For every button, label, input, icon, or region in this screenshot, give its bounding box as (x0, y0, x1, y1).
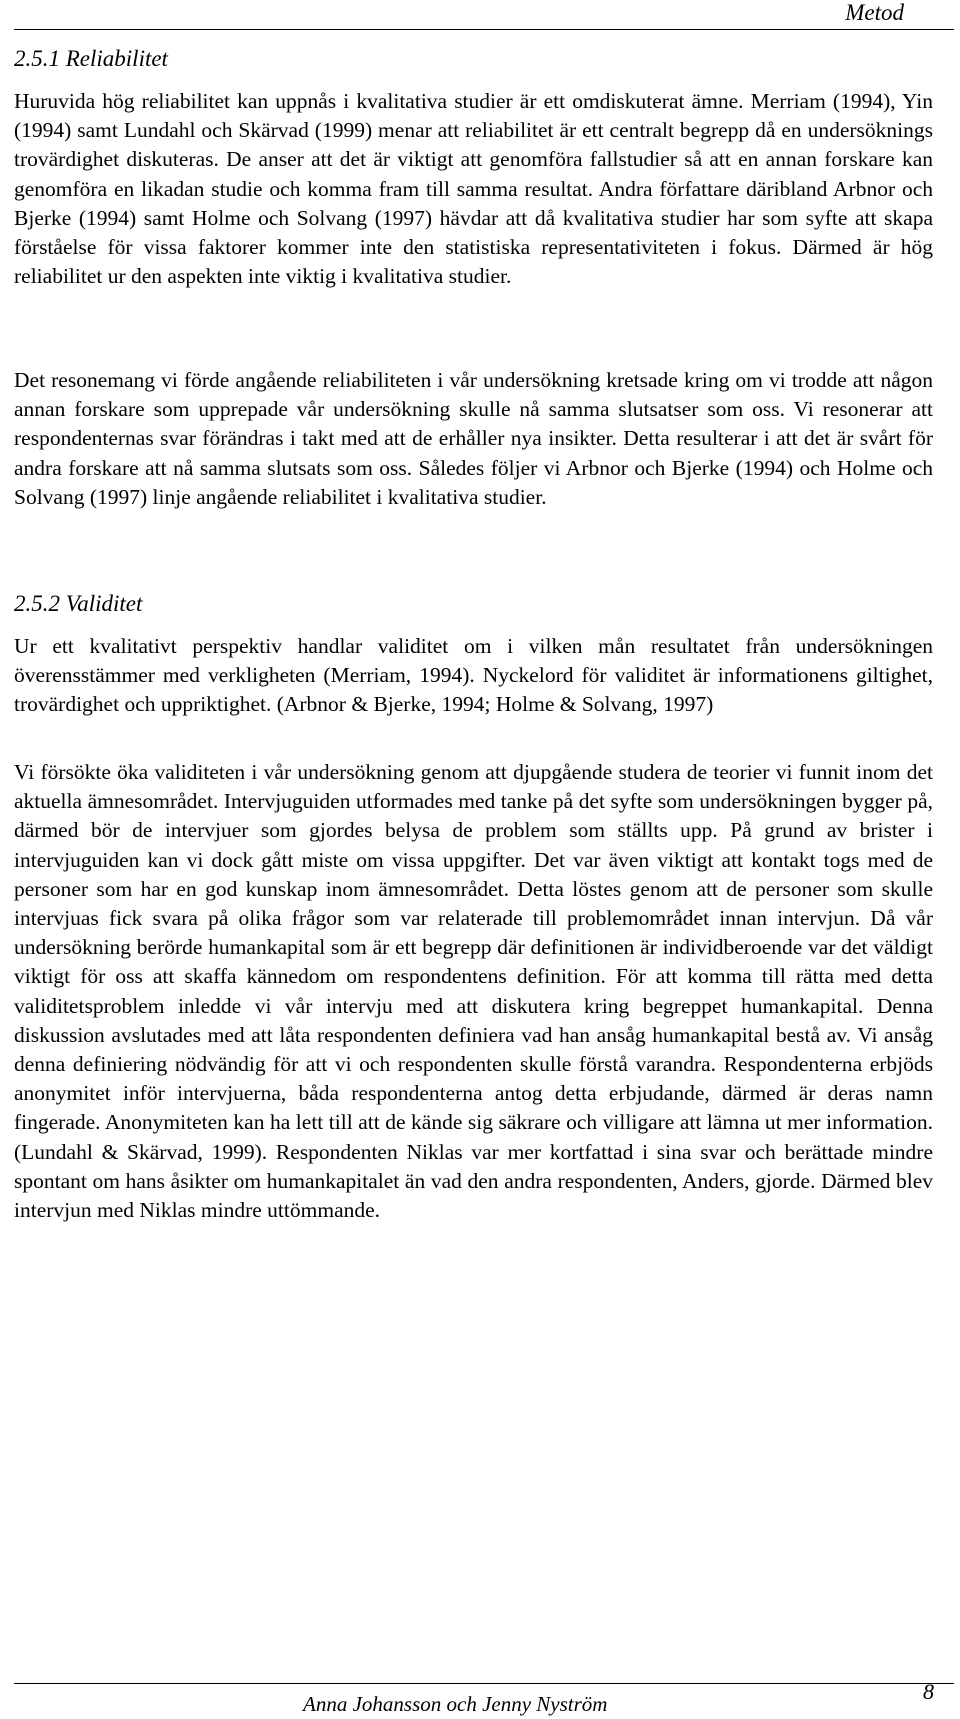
paragraph-reliabilitet-2: Det resonemang vi förde angående reliabiliteten i vår undersökning kretsade kring om vi trodde att någon annan forskare som upprepade vår undersökning skulle nå samma slutsatser som oss. Vi resonerar att respondenternas svar förändras i takt med att de erhåller nya insikter. Detta resulterar i att det är svårt för andra forskare att nå samma slutsats som oss. Således följer vi Arbnor och Bjerke (1994) och Holme och Solvang (1997) linje angående reliabilitet i kvalitativa studier. (14, 368, 933, 509)
footer-authors: Anna Johansson och Jenny Nyström (303, 1692, 608, 1716)
page-number: 8 (923, 1679, 934, 1704)
section-heading-validitet: 2.5.2 Validitet (14, 591, 143, 616)
section-heading-reliabilitet: 2.5.1 Reliabilitet (14, 46, 168, 71)
paragraph-validitet-2: Vi försökte öka validiteten i vår undersökning genom att djupgående studera de teorier vi funnit inom det aktuella ämnesområdet. Intervjuguiden utformades med tanke på det syfte som undersökningen bygger på, därmed bör de intervjuer som gjordes belysa de problem som ställts upp. På grund av brister i intervjuguiden kan vi dock gått miste om vissa uppgifter. Det var även viktigt att kontakt togs med de personer som har en god kunskap inom ämnesområdet. Detta löstes genom att de personer som skulle intervjuas fick svara på olika frågor som var relaterade till problemområdet innan intervjun. Då vår undersökning berörde humankapital som är ett begrepp där definitionen är individberoende var det väldigt viktigt för oss att skaffa kännedom om respondentens definition. För att komma till rätta med detta validitetsproblem inledde vi vår intervju med att diskutera kring begreppet humankapital. Denna diskussion avslutades med att låta respondenten definiera vad han ansåg humankapital bestå av. Vi ansåg denna definiering nödvändig för att vi och respondenten skulle förstå varandra. Respondenterna erbjöds anonymitet inför intervjuerna, båda respondenterna antog detta erbjudande, därmed är deras namn fingerade. Anonymiteten kan ha lett till att de kände sig säkrare och villigare att lämna ut mer information. (Lundahl & Skärvad, 1999). Respondenten Niklas var mer kortfattad i sina svar och berättade mindre spontant om hans åsikter om humankapitalet än vad den andra respondenten, Anders, gjorde. Därmed blev intervjun med Niklas mindre uttömmande. (14, 760, 933, 1223)
footer-rule (14, 1683, 954, 1684)
header-rule (14, 29, 954, 30)
paragraph-validitet-1: Ur ett kvalitativt perspektiv handlar validitet om i vilken mån resultatet från undersökningen överensstämmer med verkligheten (Merriam, 1994). Nyckelord för validitet är informationens giltighet, trovärdighet och uppriktighet. (Arbnor & Bjerke, 1994; Holme & Solvang, 1997) (14, 634, 933, 717)
running-header-section: Metod (845, 0, 904, 25)
paragraph-reliabilitet-1: Huruvida hög reliabilitet kan uppnås i kvalitativa studier är ett omdiskuterat ämne. Merriam (1994), Yin (1994) samt Lundahl och Skärvad (1999) menar att reliabilitet är ett centralt begrepp då en undersöknings trovärdighet diskuteras. De anser att det är viktigt att genomföra fallstudier så att en annan forskare kan genomföra en likadan studie och komma fram till samma resultat. Andra författare däribland Arbnor och Bjerke (1994) samt Holme och Solvang (1997) hävdar att då kvalitativa studier har som syfte att skapa förståelse för vissa faktorer kommer inte den statistiska representativiteten i fokus. Därmed är hög reliabilitet ur den aspekten inte viktig i kvalitativa studier. (14, 89, 933, 289)
